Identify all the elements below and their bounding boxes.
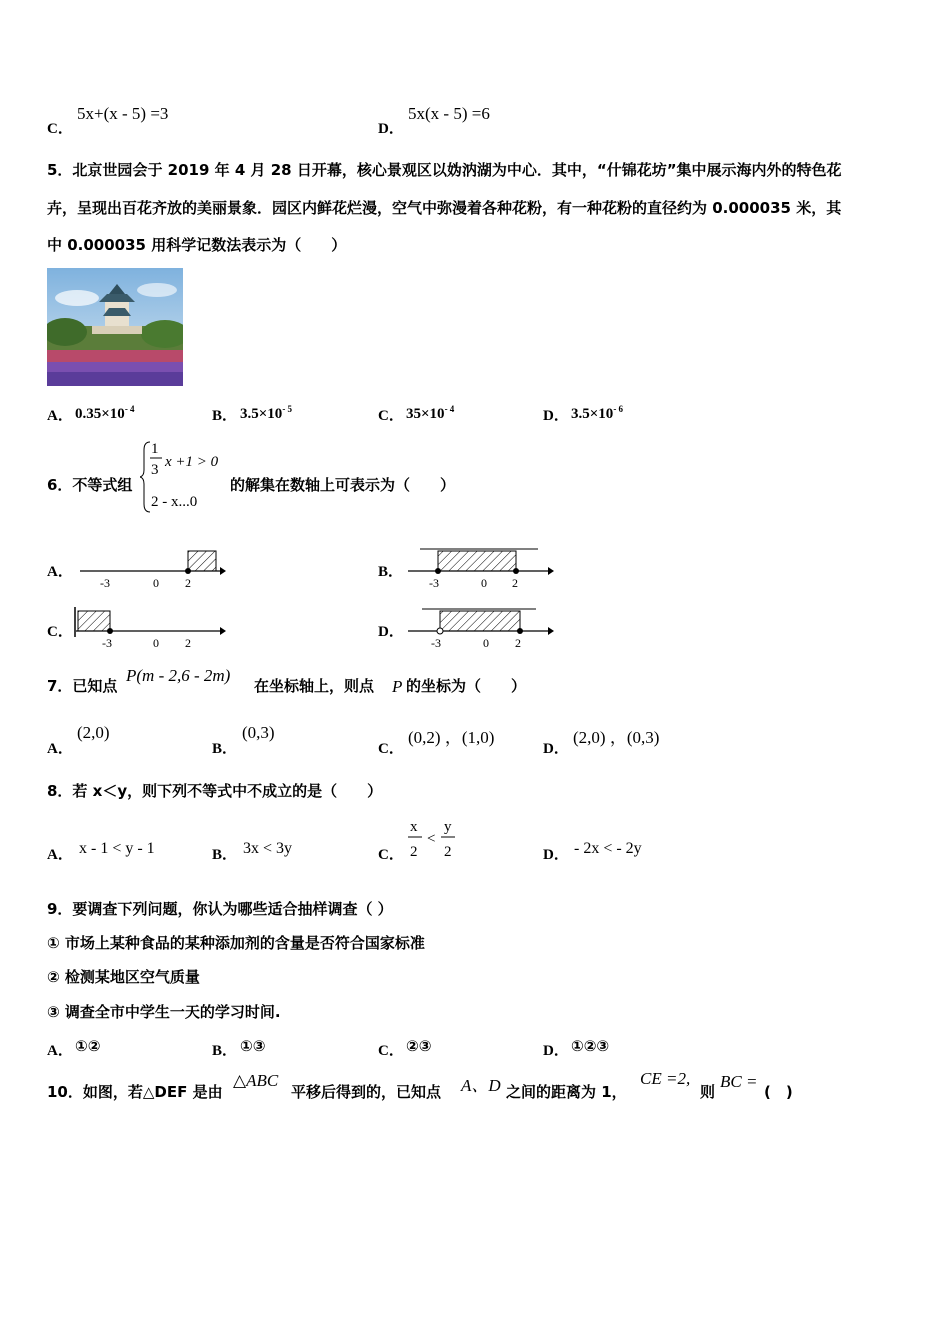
q5-option-d-exponent: - 6 [613,404,624,414]
q6-stem-prefix: 6．不等式组 [47,476,133,494]
q8-option-d-label: D． [543,847,569,863]
q5-option-b-label: B． [212,408,238,424]
q10-points-ad: A、D [461,1076,501,1095]
q5-option-b-exponent: - 5 [282,404,293,414]
q7-option-b-label: B． [212,741,238,757]
tick-label-0: 0 [483,636,489,650]
tick-label-neg3: -3 [102,636,112,650]
q8-c-den1: 2 [410,844,418,860]
q10-ce-value: CE =2, [640,1069,691,1088]
tick-label-neg3: -3 [431,636,441,650]
expo-garden-photo [47,268,183,386]
q8-c-den2: 2 [444,844,452,860]
q10-stem-middle-2: 之间的距离为 1， [506,1083,627,1101]
q6-option-d-label: D． [378,624,404,640]
q8-c-num2: y [444,819,452,835]
q6-option-b-label: B． [378,564,404,580]
tick-label-0: 0 [153,576,159,590]
q7-option-a-text: (2,0) [77,723,110,742]
q6-inequality-1: x +1 > 0 [165,454,219,470]
q6-option-a-label: A． [47,564,73,580]
q5-option-a-value: 0.35×10 [75,406,125,422]
q6-option-d-number-line [400,603,560,651]
q4-option-c-label: C． [47,121,73,137]
q6-option-c-number-line [70,603,230,651]
q8-option-a-label: A． [47,847,73,863]
q7-stem-prefix: 7．已知点 [47,677,118,695]
q9-option-d-label: D． [543,1043,569,1059]
q7-point-expression: P(m - 2,6 - 2m) [126,666,231,685]
q7-option-d-label: D． [543,741,569,757]
q5-option-b-value: 3.5×10 [240,406,283,422]
q6-stem-suffix: 的解集在数轴上可表示为（ ） [230,476,456,494]
q5-option-d-value: 3.5×10 [571,406,614,422]
q5-option-a-exponent: - 4 [124,404,135,414]
q9-item-2: ② 检测某地区空气质量 [47,968,200,986]
tick-label-2: 2 [512,576,518,590]
q9-stem: 9．要调查下列问题，你认为哪些适合抽样调查（ ） [47,900,393,918]
q10-bc: BC = [720,1072,758,1091]
tick-label-2: 2 [515,636,521,650]
q7-option-c-label: C． [378,741,404,757]
q9-option-b-text: ①③ [240,1037,266,1055]
q6-inequality-2: 2 - x...0 [151,494,198,510]
q9-option-a-label: A． [47,1043,73,1059]
q6-fraction-numerator: 1 [151,441,159,457]
q9-option-c-text: ②③ [406,1037,432,1055]
q7-stem-suffix: 的坐标为（ ） [406,677,527,695]
q9-option-c-label: C． [378,1043,404,1059]
q8-option-b-text: 3x < 3y [243,840,293,857]
q8-option-d-text: - 2x < - 2y [574,840,642,857]
q5-option-c-exponent: - 4 [444,404,455,414]
q5-option-c-value: 35×10 [406,406,445,422]
q9-option-b-label: B． [212,1043,238,1059]
q4-option-d-expression: 5x(x - 5) =6 [408,104,490,123]
q8-option-b-label: B． [212,847,238,863]
q6-inequality-system [140,438,232,516]
q10-stem-middle-1: 平移后得到的，已知点 [291,1083,442,1101]
q9-option-a-text: ①② [75,1037,101,1055]
q6-option-b-number-line [400,543,560,591]
q5-option-d-text [571,404,623,423]
q7-option-d-text: (2,0) ，(0,3) [573,728,660,747]
q5-option-d-label: D． [543,408,569,424]
q5-option-b-text [240,404,292,423]
q10-stem-prefix: 10．如图，若△DEF 是由 [47,1083,223,1101]
q10-then: 则 [700,1083,716,1101]
q5-stem-line2: 卉，呈现出百花齐放的美丽景象．园区内鲜花烂漫，空气中弥漫着各种花粉，有一种花粉的直径约为 0.000035 米，其 [47,199,842,217]
q9-item-3: ③ 调查全市中学生一天的学习时间. [47,1003,281,1021]
q6-fraction-denominator: 3 [151,462,159,478]
tick-label-neg3: -3 [100,576,110,590]
q8-c-num1: x [410,819,418,835]
tick-label-0: 0 [153,636,159,650]
q7-option-a-label: A． [47,741,73,757]
q5-option-c-text [406,404,454,423]
q10-answer-blank: ( ) [764,1083,793,1101]
q4-option-d-label: D． [378,121,404,137]
q9-item-1: ① 市场上某种食品的某种添加剂的含量是否符合国家标准 [47,934,425,952]
q5-stem-line1: 5．北京世园会于 2019 年 4 月 28 日开幕，核心景观区以妫汭湖为中心．其中，“什锦花坊”集中展示海内外的特色花 [47,161,842,179]
q8-c-op: < [427,831,436,847]
q7-stem-middle: 在坐标轴上，则点 [254,677,375,695]
tick-label-neg3: -3 [429,576,439,590]
tick-label-2: 2 [185,636,191,650]
q9-option-d-text: ①②③ [571,1037,610,1055]
q7-point-p: P [392,677,403,696]
q4-option-c-expression: 5x+(x - 5) =3 [77,104,169,123]
q8-stem: 8．若 x＜y，则下列不等式中不成立的是（ ） [47,782,383,800]
q5-option-c-label: C． [378,408,404,424]
q6-option-a-number-line [70,543,230,591]
tick-label-0: 0 [481,576,487,590]
tick-label-2: 2 [185,576,191,590]
q6-option-c-label: C． [47,624,73,640]
q5-option-a-text [75,404,135,423]
q5-stem-line3: 中 0.000035 用科学记数法表示为（ ） [47,236,347,254]
q5-option-a-label: A． [47,408,73,424]
q8-option-a-text: x - 1 < y - 1 [79,840,155,857]
q7-option-c-text: (0,2) ，(1,0) [408,728,495,747]
q10-triangle-abc: △ABC [233,1071,279,1090]
q8-option-c-fractions [406,816,466,862]
q7-option-b-text: (0,3) [242,723,275,742]
q8-option-c-label: C． [378,847,404,863]
